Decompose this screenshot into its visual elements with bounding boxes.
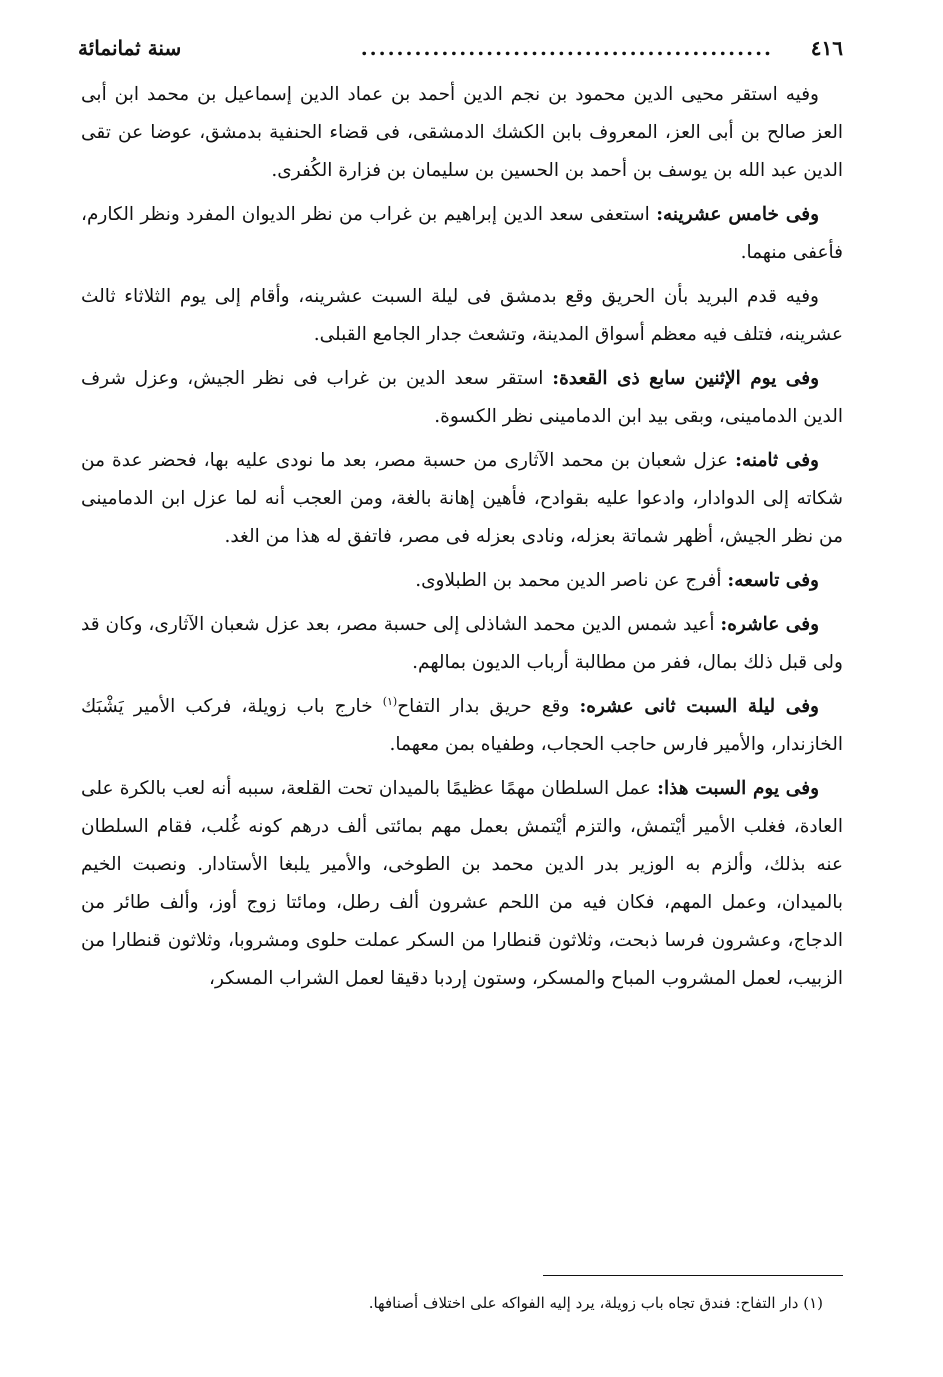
paragraph — [81, 770, 843, 998]
paragraph-lead: وفى ليلة السبت ثانى عشره: — [579, 696, 819, 717]
paragraph-text: استعفى سعد الدين إبراهيم بن غراب من نظر الديوان المفرد ونظر الكارم، فأعفى منهما. — [81, 204, 843, 263]
paragraph-text: أفرج عن ناصر الدين محمد بن الطبلاوى. — [415, 570, 728, 591]
paragraph-text: وفيه قدم البريد بأن الحريق وقع بدمشق فى ليلة السبت عشرينه، وأقام إلى يوم الثلاثاء ثالث عشرينه، فتلف فيه معظم أسواق المدينة، وتشعث جدار الجامع القبلى. — [81, 286, 843, 345]
paragraph — [81, 278, 843, 354]
paragraph — [81, 442, 843, 556]
paragraph — [81, 562, 843, 600]
paragraph — [81, 606, 843, 682]
footnote-text: (١) دار التفاح: فندق تجاه باب زويلة، يرد إليه الفواكه على اختلاف أصنافها. — [368, 1294, 823, 1312]
paragraph-lead: وفى يوم السبت هذا: — [657, 778, 819, 799]
header-leader-dots: .............................................. — [360, 36, 773, 60]
page-number: ٤١٦ — [810, 36, 843, 60]
paragraph-lead: وفى يوم الإثنين سابع ذى القعدة: — [552, 368, 819, 389]
paragraph — [81, 688, 843, 764]
paragraph — [81, 196, 843, 272]
paragraph-text: عزل شعبان بن محمد الآثارى من حسبة مصر، بعد ما نودى عليه بها، فحضر عدة من شكاته إلى الدوادار، وادعوا عليه بقوادح، فأهين إهانة بالغة، ومن العجب أنه لما عزل ابن الدمامينى من نظر الجيش، أظهر شماتة بعزله، ونادى بعزله فى مصر، فاتفق له هذا من الغد. — [81, 450, 843, 547]
paragraph-lead: وفى تاسعه: — [727, 570, 819, 591]
running-header — [78, 36, 843, 68]
footnote-divider — [543, 1275, 843, 1276]
paragraph — [81, 360, 843, 436]
paragraph-text: خارج باب زويلة، فركب الأمير يَشْبَك الخازندار، والأمير فارس حاجب الحجاب، وطفياه بمن معهما. — [81, 696, 843, 755]
footnote — [81, 1288, 823, 1318]
paragraph-text: عمل السلطان مهمًا عظيمًا بالميدان تحت القلعة، سببه أنه لعب بالكرة على العادة، فغلب الأمير أيْتمش، والتزم أيْتمش بعمل مهم بمائتى ألف درهم كونه غُلب، فقام السلطان عنه بذلك، وألزم به الوزير بدر الدين محمد بن الطوخى، والأمير يلبغا الأستادار. ونصبت الخيم بالميدان، وعمل المهم، فكان فيه من اللحم عشرون ألف رطل، ومائتا زوج أوز، وألف طائر من الدجاج، وعشرون فرسا ذبحت، وثلاثون قنطارا من السكر عملت حلوى ومشروبا، وثلاثون قنطارا من الزبيب، لعمل المشروب المباح والمسكر، وستون إردبا دقيقا لعمل الشراب المسكر، — [81, 778, 843, 989]
paragraph-text: وفيه استقر محيى الدين محمود بن نجم الدين أحمد بن عماد الدين إسماعيل بن محمد ابن أبى العز صالح بن أبى العز، المعروف بابن الكشك الدمشقى، فى قضاء الحنفية بدمشق، عوضا عن تقى الدين عبد الله بن يوسف بن أحمد بن الحسين بن سليمان بن فزارة الكُفرى. — [81, 84, 843, 181]
paragraph-lead: وفى خامس عشرينه: — [656, 204, 820, 225]
paragraph-text: أعيد شمس الدين محمد الشاذلى إلى حسبة مصر، بعد عزل شعبان الآثارى، وكان قد ولى قبل ذلك بمال، ففر من مطالبة أرباب الديون بمالهم. — [81, 614, 843, 673]
running-title: سنة ثمانمائة — [78, 36, 182, 60]
paragraph-lead: وفى ثامنه: — [735, 450, 819, 471]
footnote-reference[interactable]: (١) — [382, 694, 398, 708]
main-text — [81, 76, 843, 1004]
paragraph-text: وقع حريق بدار التفاح — [397, 696, 580, 717]
paragraph-text: استقر سعد الدين بن غراب فى نظر الجيش، وعزل شرف الدين الدمامينى، وبقى بيد ابن الدمامينى نظر الكسوة. — [81, 368, 843, 427]
paragraph — [81, 76, 843, 190]
paragraph-lead: وفى عاشره: — [720, 614, 820, 635]
